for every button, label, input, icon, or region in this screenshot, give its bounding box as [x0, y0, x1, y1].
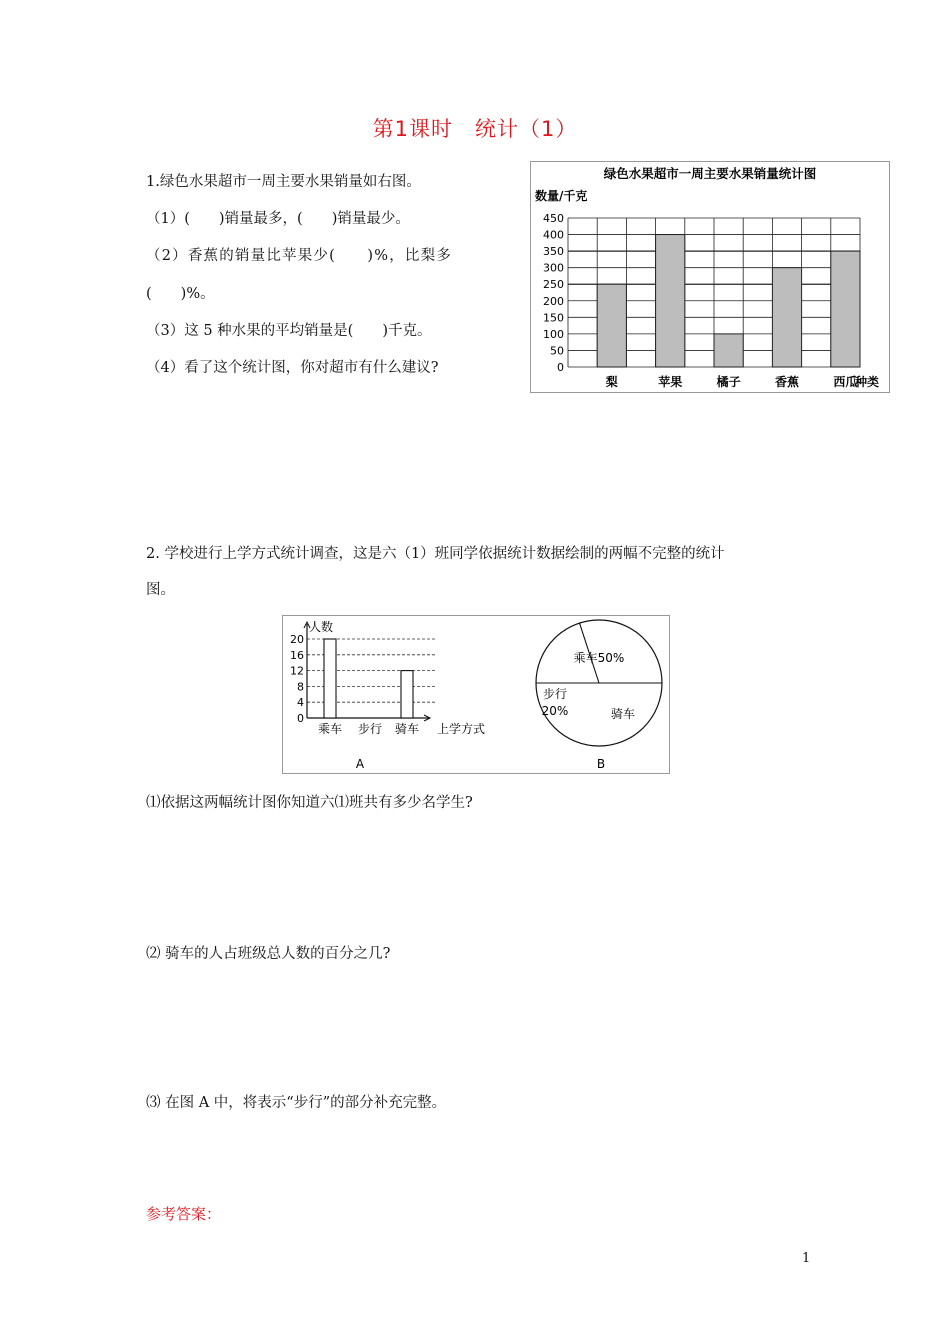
bar-a-乘车: [324, 639, 336, 718]
fruit-sales-chart: [530, 161, 890, 393]
bar-a-category-label: 骑车: [394, 722, 420, 736]
y-tick-label: 400: [543, 228, 564, 242]
bar-橘子: [714, 334, 743, 367]
q2-stem-line1: 2. 学校进行上学方式统计调查，这是六（1）班同学依据统计数据绘制的两幅不完整的统计: [146, 546, 725, 562]
figure-b-caption: B: [596, 757, 606, 771]
y-tick-label: 250: [543, 278, 564, 292]
y-tick-label: 200: [543, 294, 564, 308]
bar-a-y-tick: 20: [290, 633, 304, 646]
y-tick-label: 300: [543, 261, 564, 275]
y-tick-label: 50: [550, 344, 564, 358]
x-category-label: 橘子: [716, 375, 741, 389]
pie-b-label-步行-pct: 20%: [541, 704, 569, 718]
pie-b-label-乘车: 乘车50%: [573, 651, 625, 665]
bar-香蕉: [772, 268, 801, 367]
q1-part1: （1）( )销量最多，( )销量最少。: [146, 211, 410, 227]
bar-a-骑车: [401, 671, 413, 718]
q1-stem: 1.绿色水果超市一周主要水果销量如右图。: [146, 174, 421, 190]
x-axis-label: 种类: [854, 375, 880, 389]
pie-b-label-步行: 步行: [542, 687, 568, 701]
bar-a-y-tick: 16: [290, 648, 304, 662]
bar-西瓜: [831, 251, 860, 367]
bar-a-category-label: 乘车: [317, 722, 343, 736]
y-tick-label: 150: [543, 311, 564, 325]
bar-a-y-tick: 0: [297, 712, 304, 725]
y-tick-label: 450: [543, 212, 564, 225]
y-tick-label: 350: [543, 245, 564, 259]
figure-a-caption: A: [355, 757, 365, 771]
q2-part1: ⑴依据这两幅统计图你知道六⑴班共有多少名学生?: [146, 795, 473, 811]
page-title: 第1课时 统计（1）: [372, 117, 578, 141]
page-number: 1: [802, 1251, 811, 1266]
bar-a-x-label: 上学方式: [436, 722, 486, 736]
q1-part2b: ( )%。: [146, 286, 215, 302]
y-tick-label: 100: [543, 327, 564, 341]
q1-part2a: （2）香蕉的销量比苹果少( )%，比梨多: [146, 248, 453, 264]
fruit-sales-chart-svg: [531, 162, 889, 392]
bar-a-y-tick: 8: [297, 680, 304, 694]
q2-stem-line2: 图。: [146, 582, 175, 598]
bar-苹果: [656, 235, 685, 367]
bar-a-y-label: 人数: [309, 620, 334, 634]
y-axis-label: 数量/千克: [535, 189, 588, 203]
x-category-label: 香蕉: [774, 375, 800, 389]
bar-a-y-tick: 12: [290, 664, 304, 678]
bar-a-category-label: 步行: [357, 722, 383, 736]
transport-figures-svg: [283, 616, 669, 773]
chart-title: 绿色水果超市一周主要水果销量统计图: [603, 166, 817, 181]
x-category-label: 西瓜: [833, 375, 858, 389]
q1-part4: （4）看了这个统计图，你对超市有什么建议?: [146, 360, 439, 376]
q1-part3: （3）这 5 种水果的平均销量是( )千克。: [146, 323, 432, 339]
q2-part2: ⑵ 骑车的人占班级总人数的百分之几?: [146, 946, 391, 962]
y-tick-label: 0: [557, 361, 564, 374]
answer-heading: 参考答案：: [146, 1205, 222, 1223]
bar-a-y-tick: 4: [297, 696, 304, 710]
transport-figures: [282, 615, 670, 774]
pie-b-label-骑车: 骑车: [610, 707, 636, 721]
bar-梨: [597, 284, 626, 367]
x-category-label: 苹果: [658, 375, 683, 389]
x-category-label: 梨: [605, 375, 618, 389]
q2-part3: ⑶ 在图 A 中，将表示“步行”的部分补充完整。: [146, 1095, 447, 1111]
